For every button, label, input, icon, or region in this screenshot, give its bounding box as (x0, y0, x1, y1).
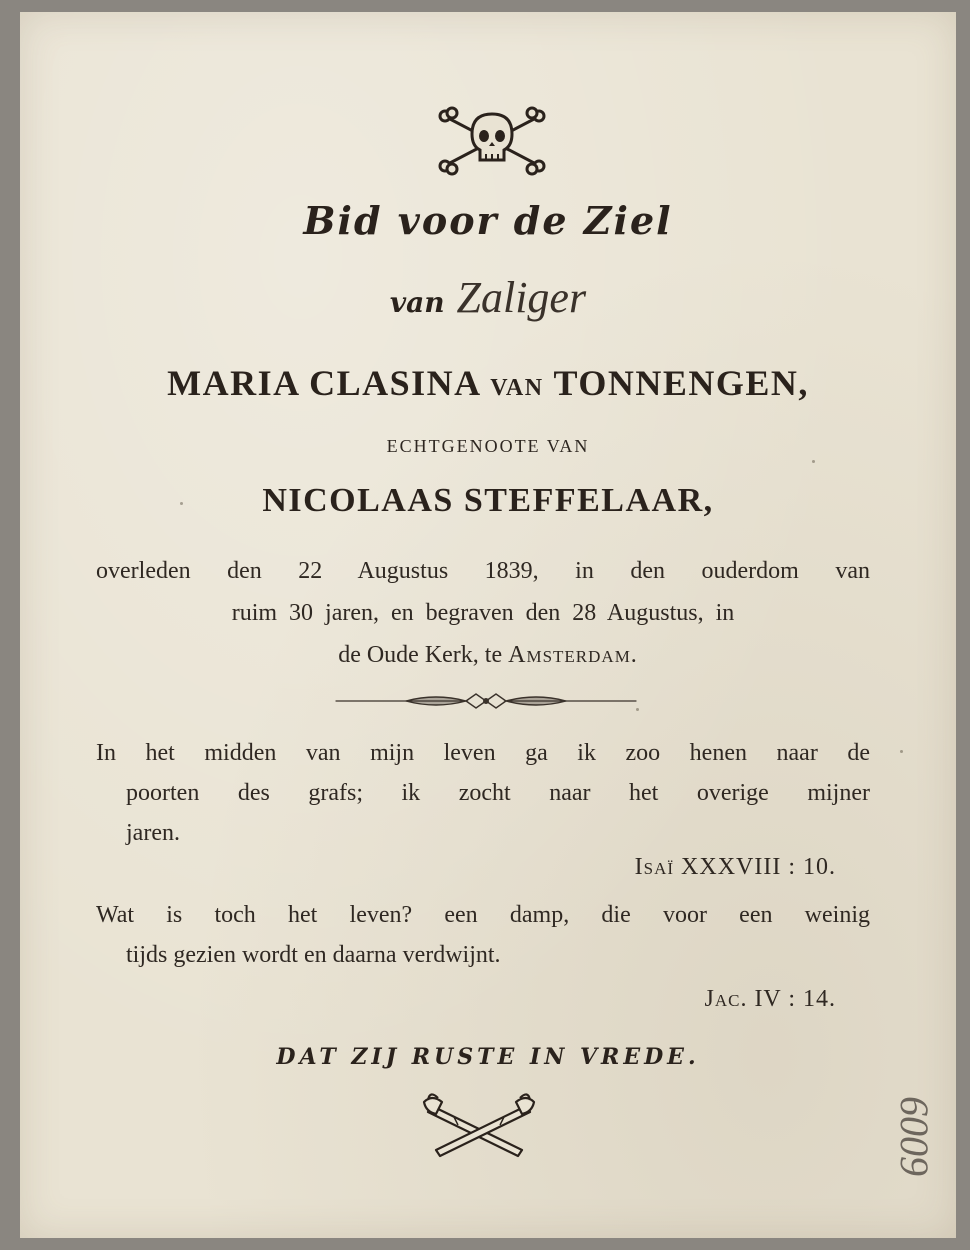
scripture-reference: Isaï XXXVIII : 10. (634, 854, 836, 880)
deceased-name-particle: VAN (490, 375, 544, 401)
death-details-line: ruim 30 jaren, en begraven den 28 Augustus, in (231, 600, 735, 626)
memorial-card (20, 12, 956, 1238)
burial-place-line (20, 634, 956, 676)
paper-speck (900, 750, 903, 753)
paper-speck (812, 460, 815, 463)
deceased-title (20, 272, 956, 323)
scripture-line: poorten des grafs; ik zocht naar het overige mijner (126, 780, 870, 806)
deceased-given-names: MARIA CLASINA (167, 363, 480, 403)
death-details-line: overleden den 22 Augustus 1839, in den ouderdom van (96, 558, 870, 584)
paper-speck (636, 708, 639, 711)
crossed-torches-icon (414, 1092, 544, 1162)
scripture-line: Wat is toch het leven? een damp, die voor een weinig (96, 902, 870, 928)
deceased-surname: TONNENGEN, (553, 363, 809, 403)
scripture-line: tijds gezien wordt en daarna verdwijnt. (126, 942, 501, 968)
scripture-line: jaren. (126, 820, 180, 846)
van-word: van (389, 286, 445, 319)
zaliger-word: Zaliger (456, 273, 587, 322)
deceased-name (20, 362, 956, 404)
paper-speck (180, 502, 183, 505)
spouse-name: NICOLAAS STEFFELAAR, (262, 482, 714, 519)
scripture-line: In het midden van mijn leven ga ik zoo henen naar de (96, 740, 870, 766)
burial-city: Amsterdam. (508, 642, 638, 668)
skull-and-crossbones-icon (432, 104, 552, 176)
burial-place-prefix: de Oude Kerk, te (338, 642, 503, 668)
scripture-reference: Jac. IV : 14. (704, 986, 836, 1012)
spouse-label: ECHTGENOOTE VAN (386, 436, 590, 456)
prayer-heading: Bid voor de Ziel (303, 198, 673, 243)
handwritten-archive-number: 6009 (892, 1096, 937, 1176)
ornamental-rule (316, 688, 656, 714)
closing-prayer: DAT ZIJ RUSTE IN VREDE. (276, 1044, 700, 1070)
